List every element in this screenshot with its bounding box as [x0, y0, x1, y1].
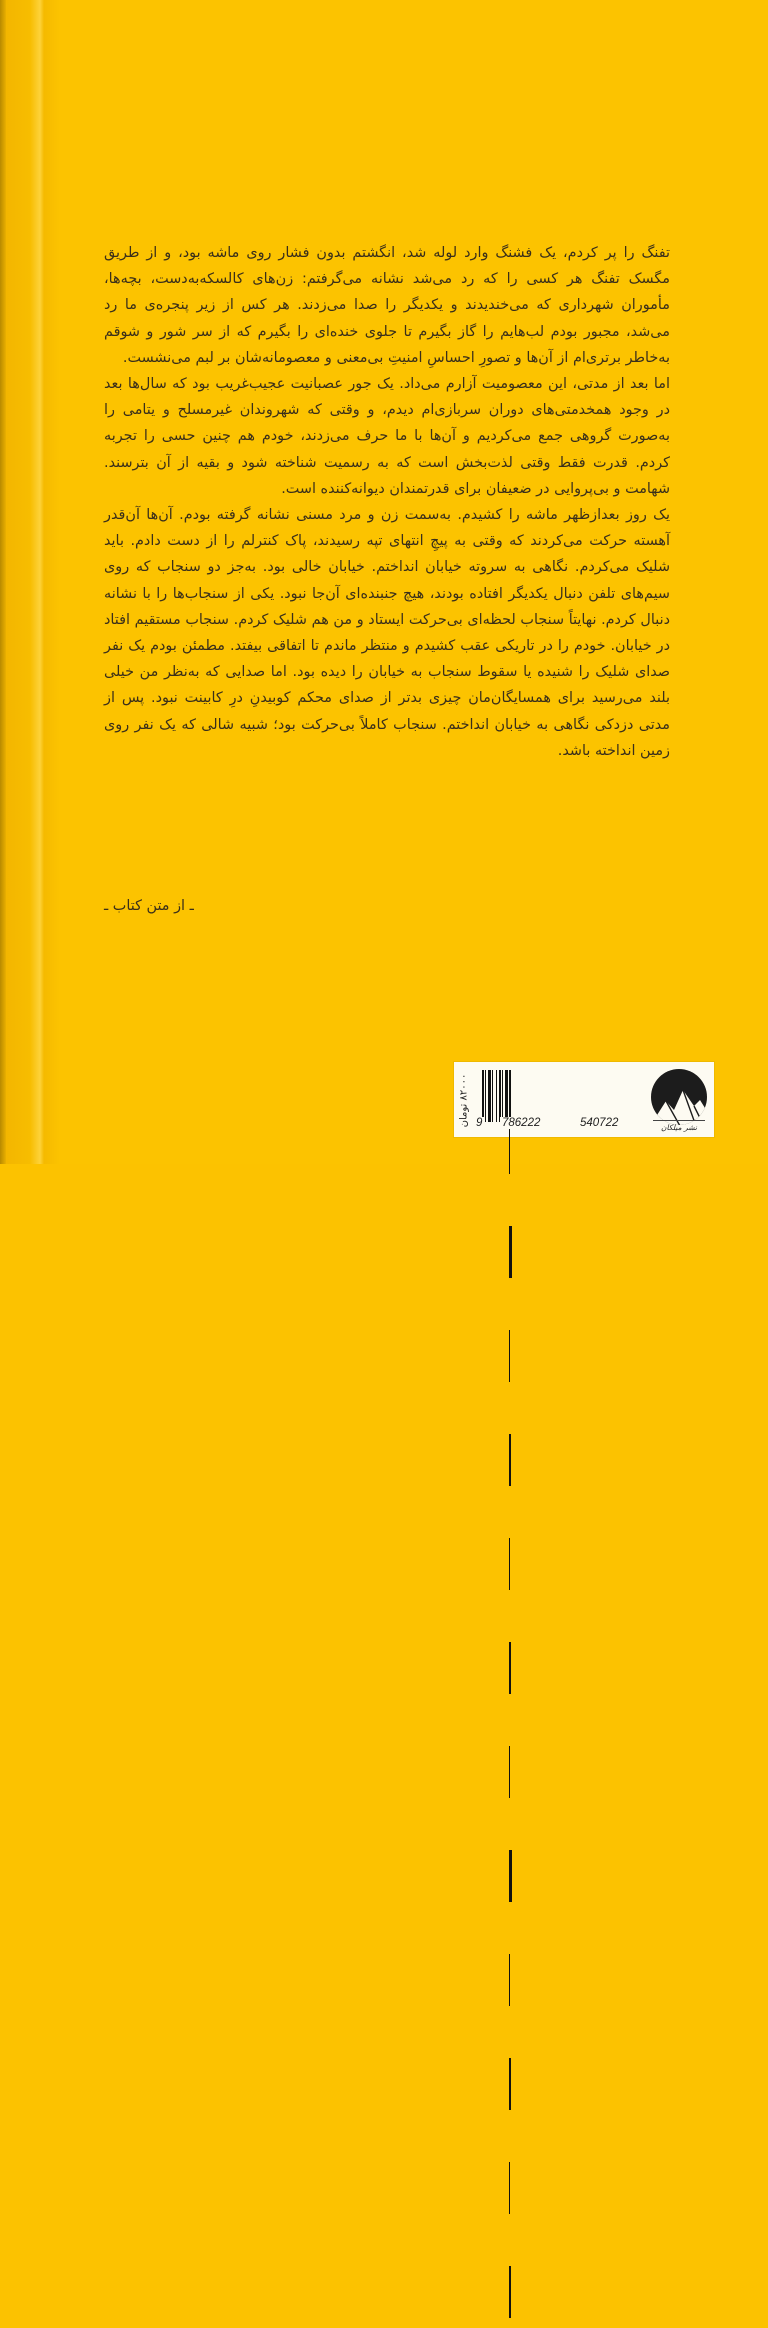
blurb-attribution: ـ از متن کتاب ـ [104, 898, 194, 914]
barcode-panel [454, 1062, 714, 1137]
isbn-barcode [482, 1070, 632, 1122]
spine-edge [0, 0, 6, 1164]
back-cover-blurb [104, 240, 670, 764]
mountain-logo-icon [650, 1068, 708, 1126]
publisher-name: نشر میلکان [653, 1120, 705, 1134]
isbn-group-2: 540722 [580, 1117, 619, 1129]
blurb-paragraph: یک روز بعدازظهر ماشه را کشیدم. به‌سمت زن و مرد مسنی نشانه گرفته بودم. آن‌ها آن‌قدر آهسته حرکت می‌کردند که وقتی به پیچِ انتهای تپه رسیدند، پاک کنترلم را از دست دادم. باید شلیک می‌کردم. نگاهی به سروته خیابان انداختم. خیابان خالی بود. به‌جز دو سنجاب که روی سیم‌های تلفن دنبال یکدیگر افتاده بودند، هیچ جنبنده‌ای آن‌جا نبود. یکی از سنجاب‌ها را با نشانه دنبال کردم. نهایتاً سنجاب لحظه‌ای بی‌حرکت ایستاد و من هم شلیک کردم. سنجاب مستقیم افتاد در خیابان. خودم را در تاریکی عقب کشیدم و منتظر ماندم تا اتفاقی بیفتد. مطمئن بودم یک نفر صدای شلیک را شنیده یا سقوط سنجاب به خیابان را دیده بود. اما صدایی که به‌نظر من خیلی بلند می‌رسید برای همسایگان‌مان چیزی بدتر از صدای محکم کوبیدنِ درِ کابینت نبود. پس از مدتی دزدکی نگاهی به خیابان انداختم. سنجاب کاملاً بی‌حرکت بود؛ شبیه شالی که یک نفر روی زمین انداخته باشد. [104, 507, 670, 759]
price-label [455, 1066, 473, 1134]
isbn-digits [476, 1117, 641, 1133]
blurb-paragraph: تفنگ را پر کردم، یک فشنگ وارد لوله شد، انگشتم بدون فشار روی ماشه بود، و از طریق مگسک تفنگ هر کسی را که رد می‌شد نشانه می‌گرفتم: زن‌های کالسکه‌به‌دست، بچه‌ها، مأموران شهرداری که می‌خندیدند و یکدیگر را صدا می‌زدند. هر کس از زیر پنجره‌ی ما رد می‌شد، مجبور بودم لب‌هایم را گاز بگیرم تا جلوی خنده‌ای را بگیرم که از سر شور و شوقم به‌خاطر برتری‌ام از آن‌ها و تصورِ احساسِ امنیتِ بی‌معنی و معصومانه‌شان بر لبم می‌نشست. [104, 245, 670, 366]
price-text: ۸۲۰۰۰ تومان [458, 1073, 470, 1127]
isbn-group-1: 786222 [502, 1117, 541, 1129]
isbn-prefix: 9 [476, 1117, 483, 1129]
blurb-paragraph: اما بعد از مدتی، این معصومیت آزارم می‌داد. یک جور عصبانیت عجیب‌غریب بود که سال‌ها بعد در وجود همخدمتی‌های دوران سربازی‌ام دیدم، و وقتی که شهروندان غیرمسلح و یتامی را به‌صورت گروهی جمع می‌کردیم و آن‌ها با ما حرف می‌زدند، خودم هم چنین حسی را تجربه کردم. قدرت فقط وقتی لذت‌بخش است که به رسمیت شناخته شود و بقیه از آن بترسند. شهامت و بی‌پروایی در ضعیفان برای قدرتمندان دیوانه‌کننده است. [104, 376, 670, 497]
